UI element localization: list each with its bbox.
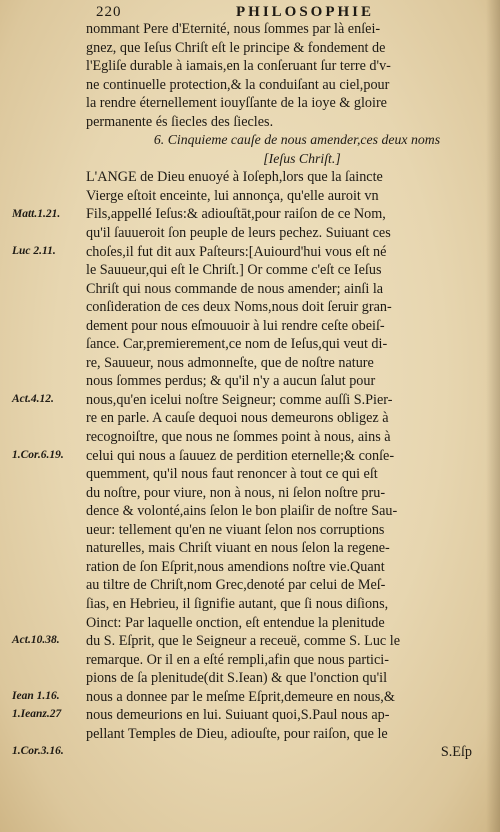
text-line: la rendre éternellement iouyſſante de la ioye & gloire bbox=[86, 95, 387, 112]
margin-reference: 1.Cor.6.19. bbox=[12, 448, 64, 461]
margin-notes bbox=[0, 0, 84, 832]
text-line: ration de ſon Eſprit,nous amendions noſtre vie.Quant bbox=[86, 558, 385, 575]
text-line: choſes,il fut dit aux Paſteurs:[Auiourd'hui vous eſt né bbox=[86, 243, 387, 260]
text-line: recognoiſtre, que nous ne ſommes point à nous, ains à bbox=[86, 429, 391, 446]
text-line: du noſtre, pour viure, non à nous, ni ſelon noſtre pru- bbox=[86, 484, 386, 501]
text-line: conſideration de ces deux Noms,nous doit ſeruir gran- bbox=[86, 299, 392, 316]
text-line: Oinct: Par laquelle onction, eſt entendue la plenitude bbox=[86, 614, 385, 631]
text-line: 6. Cinquieme cauſe de nous amender,ces deux noms bbox=[153, 132, 441, 148]
margin-reference: Act.4.12. bbox=[12, 393, 54, 405]
text-line: nous demeurions en lui. Suiuant quoi,S.Paul nous ap- bbox=[86, 707, 390, 724]
text-line: Chriſt qui nous commande de nous amender; ainſi la bbox=[86, 280, 384, 297]
text-line: qu'il ſauueroit ſon peuple de leurs pechez. Suiuant ces bbox=[86, 225, 391, 242]
text-line: pions de ſa plenitude(dit S.Iean) & que l'onction qu'il bbox=[86, 670, 388, 687]
text-line: nous,qu'en icelui noſtre Seigneur; comme auſſi S.Pier- bbox=[86, 391, 393, 408]
text-line: naturelles, mais Chriſt viuant en nous ſelon la regene- bbox=[86, 540, 390, 557]
margin-reference: 1.Cor.3.16. bbox=[12, 745, 64, 758]
page-number: 220 bbox=[96, 4, 122, 20]
text-line: du S. Eſprit, que le Seigneur a receuë, comme S. Luc le bbox=[86, 633, 400, 650]
margin-reference: Matt.1.21. bbox=[12, 207, 61, 220]
text-line: dence & volonté,ains ſelon le bon plaiſir de noſtre Sau- bbox=[86, 503, 398, 520]
text-line: pellant Temples de Dieu, adiouſte, pour raiſon, que le bbox=[86, 725, 388, 742]
text-line: Fils,appellé Ieſus:& adiouſtāt,pour raiſon de ce Nom, bbox=[86, 206, 386, 223]
margin-reference: Act.10.38. bbox=[12, 634, 60, 647]
text-line: gnez, que Ieſus Chriſt eſt le principe & fondement de bbox=[86, 39, 386, 56]
text-line: le Sauueur,qui eſt le Chriſt.] Or comme c'eſt ce Ieſus bbox=[86, 262, 382, 279]
text-line: nous a donnee par le meſme Eſprit,demeure en nous,& bbox=[86, 688, 395, 705]
body-text bbox=[86, 20, 478, 762]
text-line: dement pour nous eſmouuoir à lui rendre ceſte obeiſ- bbox=[86, 317, 385, 334]
page-edge-shadow bbox=[486, 0, 500, 832]
text-line: nommant Pere d'Eternité, nous ſommes par là enſei- bbox=[86, 21, 381, 37]
margin-reference: Iean 1.16. bbox=[12, 689, 60, 702]
text-line: nous ſommes perdus; & qu'il n'y a aucun ſalut pour bbox=[86, 373, 376, 390]
margin-reference: Luc 2.11. bbox=[12, 244, 56, 257]
text-line: re en parle. A cauſe dequoi nous demeurons obligez à bbox=[86, 410, 389, 427]
text-line: Vierge eſtoit enceinte, lui annonça, qu'elle auroit vn bbox=[86, 187, 379, 204]
text-line: quemment, qu'il nous faut renoncer à tout ce qui eſt bbox=[86, 466, 378, 483]
text-line: ueur: tellement qu'en ne viuant ſelon nos corruptions bbox=[86, 521, 385, 538]
text-line: permanente és ſiecles des ſiecles. bbox=[86, 113, 274, 130]
text-line: ſance. Car,premierement,ce nom de Ieſus,qui veut di- bbox=[86, 336, 388, 353]
text-line: re, Sauueur, nous admonneſte, que de noſtre nature bbox=[86, 354, 374, 371]
text-line: au tiltre de Chriſt,nom Grec,denoté par celui de Meſ- bbox=[86, 577, 386, 594]
text-line: ſias, en Hebrieu, il ſignifie autant, que ſi nous diſions, bbox=[86, 595, 389, 612]
running-head: PHILOSOPHIE bbox=[236, 4, 375, 20]
text-line: L'ANGE de Dieu enuoyé à Ioſeph,lors que la ſaincte bbox=[86, 169, 383, 186]
margin-reference: 1.Ieanz.27 bbox=[12, 708, 62, 721]
text-line: celui qui nous a ſauuez de perdition eternelle;& conſe- bbox=[86, 447, 395, 464]
text-line: ne continuelle protection,& la conduiſant au ciel,pour bbox=[86, 76, 390, 93]
text-line: S.Eſp bbox=[440, 744, 472, 761]
text-line: remarque. Or il en a eſté rempli,afin que nous partici- bbox=[86, 651, 389, 668]
text-line: l'Egliſe durable à iamais,en la conſeruant ſur terre d'v- bbox=[86, 58, 391, 75]
text-line: [Ieſus Chriſt.] bbox=[263, 150, 341, 166]
